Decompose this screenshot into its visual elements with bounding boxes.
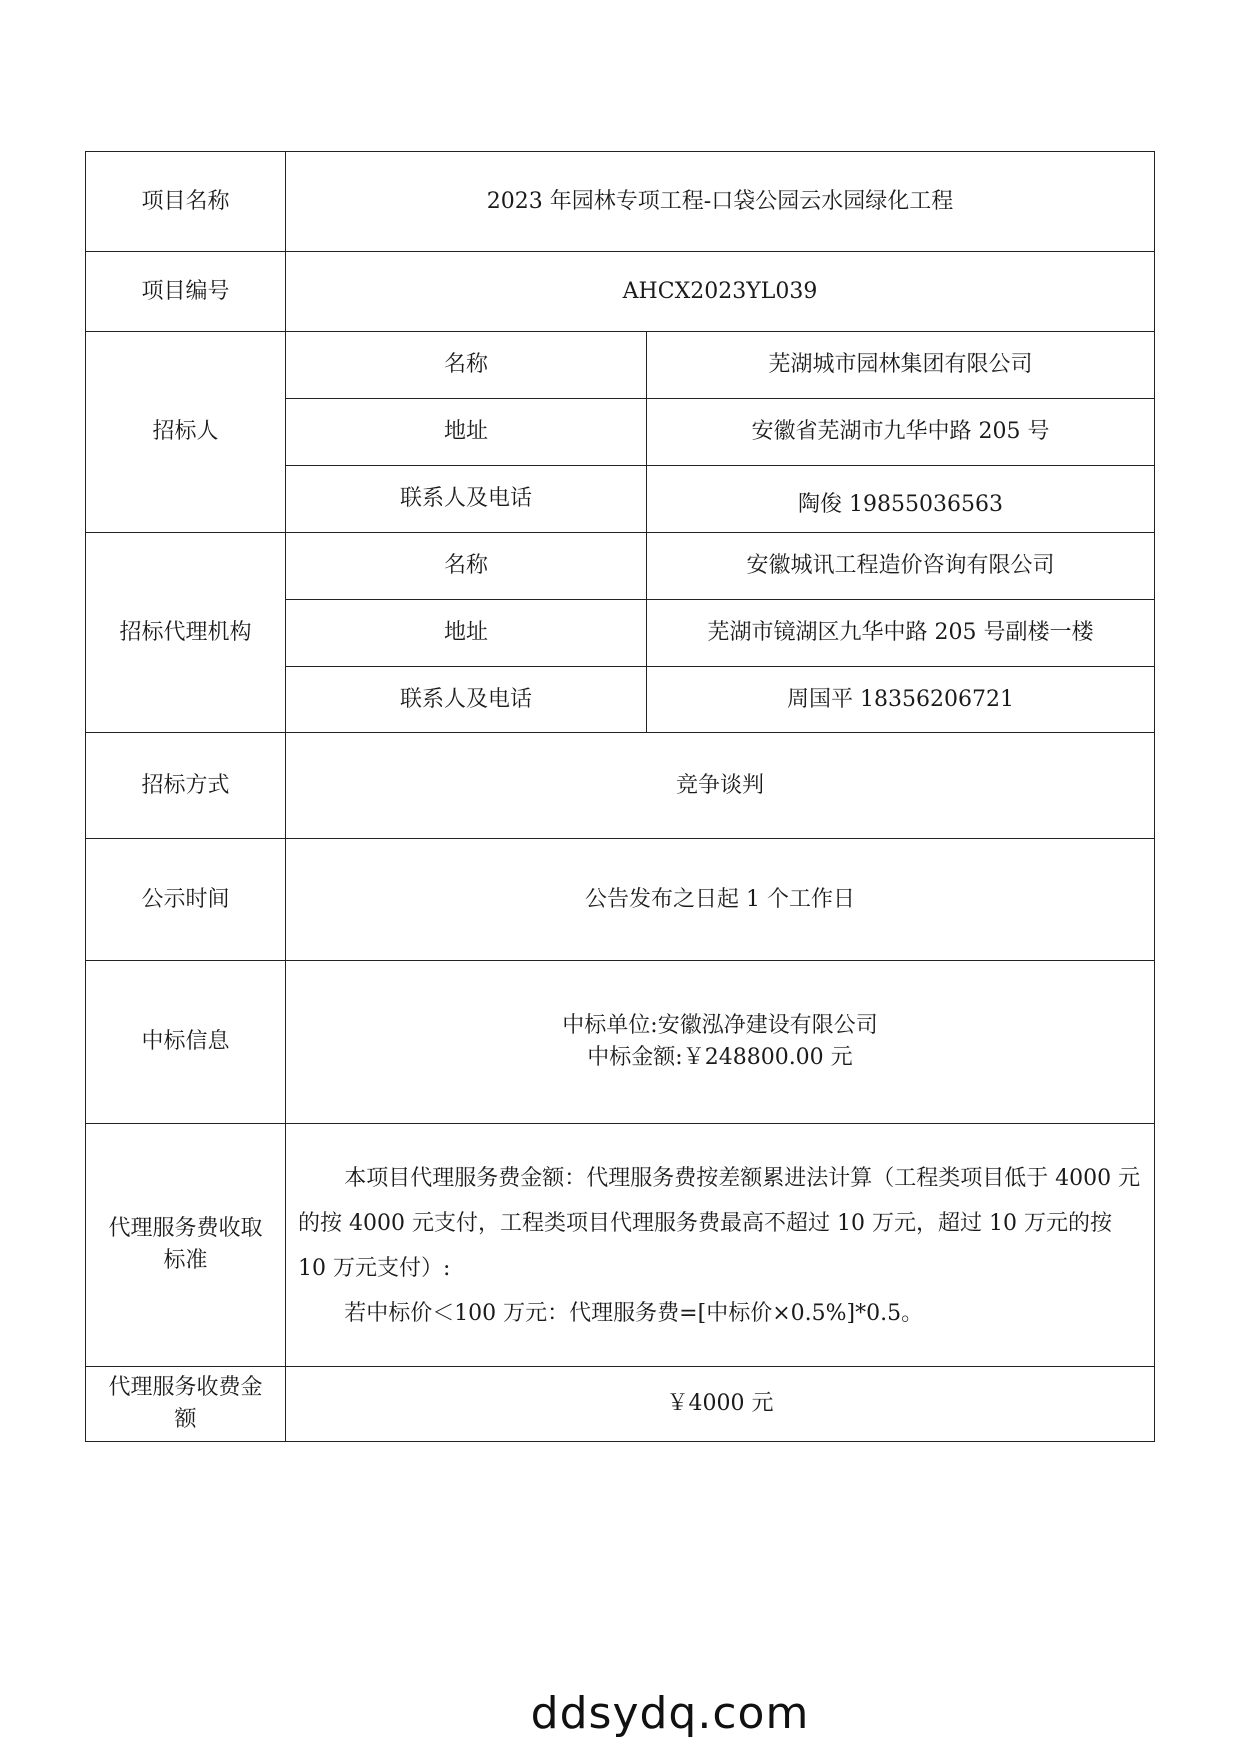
publicity-value: 公告发布之日起 1 个工作日: [286, 839, 1155, 961]
fee-amount-label: 代理服务收费金额: [86, 1367, 286, 1442]
tenderer-address-value: 安徽省芜湖市九华中路 205 号: [647, 399, 1155, 466]
row-project-no: [86, 252, 1155, 332]
tenderer-name-value: 芜湖城市园林集团有限公司: [647, 332, 1155, 399]
agency-label: 招标代理机构: [86, 533, 286, 733]
row-award: [86, 961, 1155, 1124]
announcement-table: [85, 151, 1155, 1442]
tenderer-contact-label: 联系人及电话: [286, 466, 647, 533]
row-tenderer-name: [86, 332, 1155, 399]
agency-address-value: 芜湖市镜湖区九华中路 205 号副楼一楼: [647, 600, 1155, 667]
publicity-label: 公示时间: [86, 839, 286, 961]
method-label: 招标方式: [86, 733, 286, 839]
project-name-label: 项目名称: [86, 152, 286, 252]
row-agency-name: [86, 533, 1155, 600]
agency-contact-value: 周国平 18356206721: [647, 667, 1155, 733]
agency-name-label: 名称: [286, 533, 647, 600]
row-fee-standard: [86, 1124, 1155, 1367]
project-no-label: 项目编号: [86, 252, 286, 332]
row-project-name: [86, 152, 1155, 252]
watermark-text: ddsydq.com: [530, 1688, 810, 1739]
row-method: [86, 733, 1155, 839]
fee-amount-value: ￥4000 元: [286, 1367, 1155, 1442]
fee-standard-formula: 若中标价＜100 万元：代理服务费=[中标价×0.5%]*0.5。: [344, 1301, 924, 1327]
award-unit: 中标单位:安徽泓净建设有限公司: [562, 1013, 878, 1039]
tenderer-contact-value: 陶俊 19855036563: [647, 466, 1155, 533]
award-label: 中标信息: [86, 961, 286, 1124]
tenderer-address-label: 地址: [286, 399, 647, 466]
award-amount: 中标金额:￥248800.00 元: [587, 1045, 853, 1070]
agency-name-value: 安徽城讯工程造价咨询有限公司: [647, 533, 1155, 600]
tenderer-label: 招标人: [86, 332, 286, 533]
agency-contact-label: 联系人及电话: [286, 667, 647, 733]
fee-standard-label: 代理服务费收取标准: [86, 1124, 286, 1367]
tenderer-name-label: 名称: [286, 332, 647, 399]
row-fee-amount: [86, 1367, 1155, 1442]
award-value: [286, 961, 1155, 1124]
project-name-value: 2023 年园林专项工程-口袋公园云水园绿化工程: [286, 152, 1155, 252]
method-value: 竞争谈判: [286, 733, 1155, 839]
fee-standard-text: 本项目代理服务费金额：代理服务费按差额累进法计算（工程类项目低于 4000 元的按 4000 元支付，工程类项目代理服务费最高不超过 10 万元，超过 10 万元的按 10 万元支付）:: [298, 1165, 1141, 1281]
agency-address-label: 地址: [286, 600, 647, 667]
project-no-value: AHCX2023YL039: [286, 252, 1155, 332]
fee-standard-value: [286, 1124, 1155, 1367]
row-publicity: [86, 839, 1155, 961]
